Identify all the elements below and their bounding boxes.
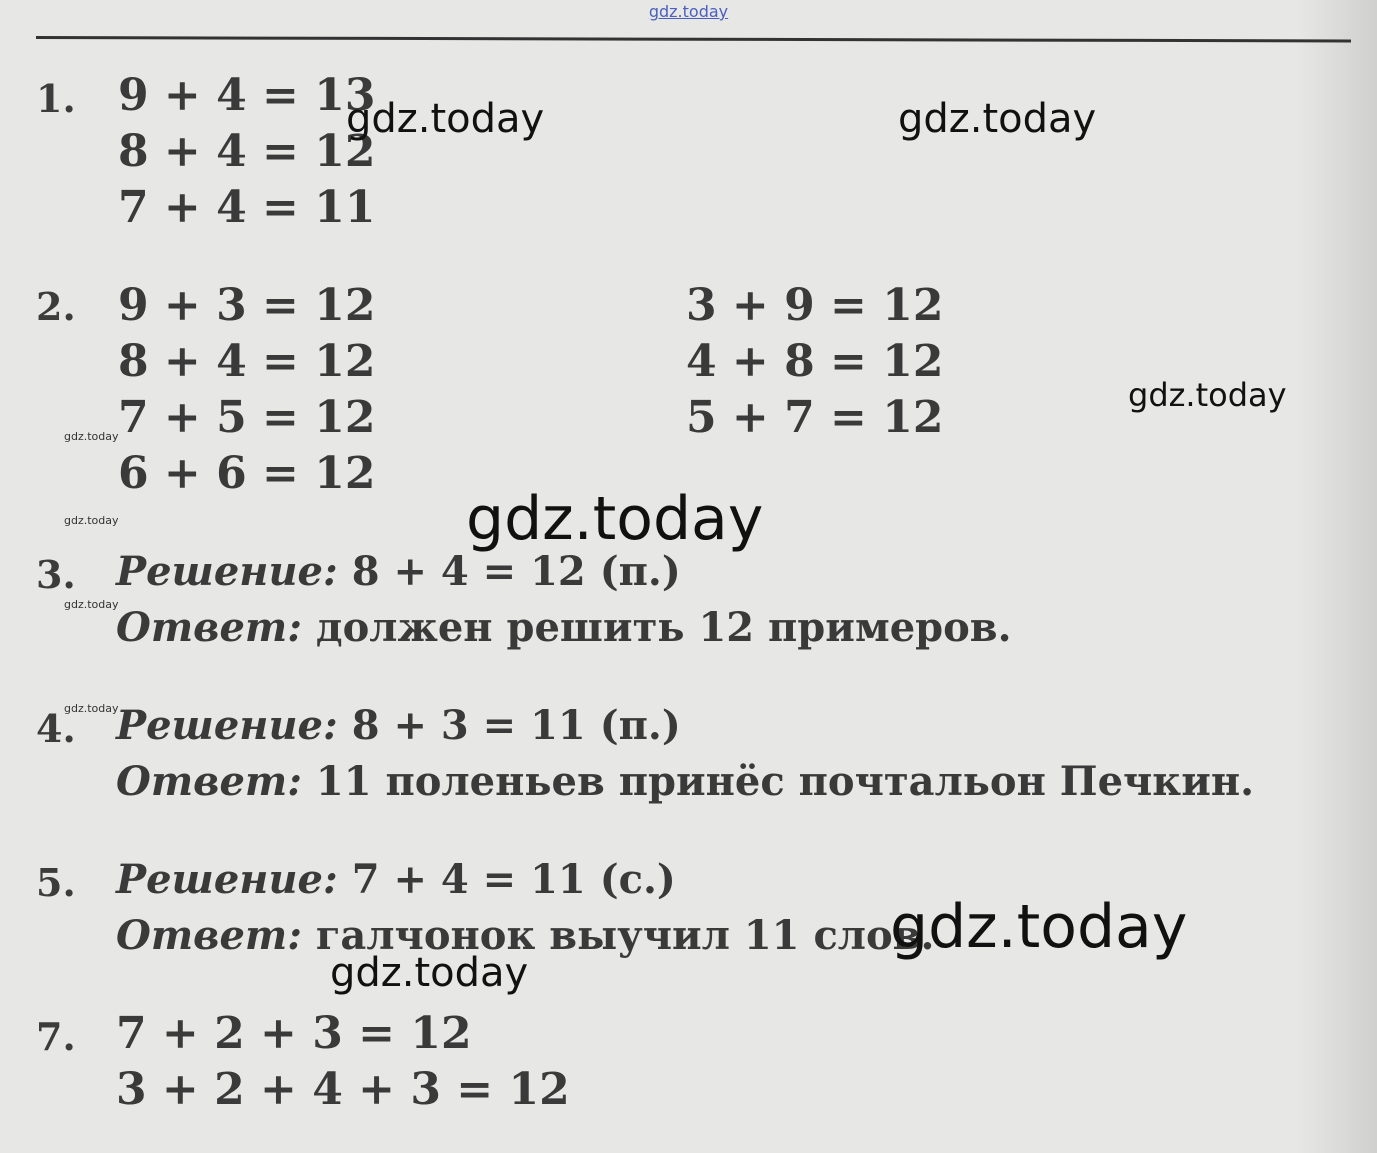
site-link[interactable]: gdz.today: [648, 2, 729, 21]
watermark: gdz.today: [64, 430, 119, 443]
task-7-number: 7.: [36, 1014, 76, 1059]
task-4-number: 4.: [36, 706, 76, 751]
task-7-line-1: 7 + 2 + 3 = 12: [116, 1008, 472, 1059]
watermark: gdz.today: [346, 96, 545, 142]
solution-label: Решение:: [116, 856, 338, 903]
task-2-left-1: 9 + 3 = 12: [118, 280, 376, 331]
watermark: gdz.today: [890, 892, 1188, 962]
page-edge-shadow: [1297, 0, 1377, 1153]
task-2-right-3: 5 + 7 = 12: [686, 392, 944, 443]
task-4-answer: [116, 758, 1254, 805]
task-1-line-2: 8 + 4 = 12: [118, 126, 376, 177]
solution-label: Решение:: [116, 548, 338, 595]
watermark: gdz.today: [330, 950, 529, 996]
answer-label: Ответ:: [116, 758, 302, 805]
task-3-answer: [116, 604, 1012, 651]
task-1-line-3: 7 + 4 = 11: [118, 182, 376, 233]
watermark: gdz.today: [64, 702, 119, 715]
answer-label: Ответ:: [116, 912, 302, 959]
answer-text: галчонок выучил 11 слов.: [315, 912, 935, 959]
task-1-line-1: 9 + 4 = 13: [118, 70, 376, 121]
task-2-left-4: 6 + 6 = 12: [118, 448, 376, 499]
solution-expression: 7 + 4 = 11 (с.): [351, 856, 676, 903]
watermark: gdz.today: [64, 514, 119, 527]
task-4-solution: [116, 702, 681, 749]
task-7-line-2: 3 + 2 + 4 + 3 = 12: [116, 1064, 570, 1115]
watermark: gdz.today: [898, 96, 1097, 142]
watermark: gdz.today: [466, 484, 764, 554]
solution-expression: 8 + 4 = 12 (п.): [351, 548, 681, 595]
task-2-left-3: 7 + 5 = 12: [118, 392, 376, 443]
task-2-left-2: 8 + 4 = 12: [118, 336, 376, 387]
top-rule: [36, 36, 1351, 42]
task-5-solution: [116, 856, 676, 903]
watermark: gdz.today: [1128, 376, 1287, 414]
task-2-right-2: 4 + 8 = 12: [686, 336, 944, 387]
task-3-number: 3.: [36, 552, 76, 597]
answer-text: должен решить 12 примеров.: [315, 604, 1012, 651]
task-3-solution: [116, 548, 681, 595]
solution-label: Решение:: [116, 702, 338, 749]
answer-label: Ответ:: [116, 604, 302, 651]
watermark: gdz.today: [64, 598, 119, 611]
solution-expression: 8 + 3 = 11 (п.): [351, 702, 681, 749]
task-2-number: 2.: [36, 284, 76, 329]
answer-text: 11 поленьев принёс почтальон Печкин.: [315, 758, 1255, 805]
task-2-right-1: 3 + 9 = 12: [686, 280, 944, 331]
task-1-number: 1.: [36, 76, 76, 121]
task-5-number: 5.: [36, 860, 76, 905]
